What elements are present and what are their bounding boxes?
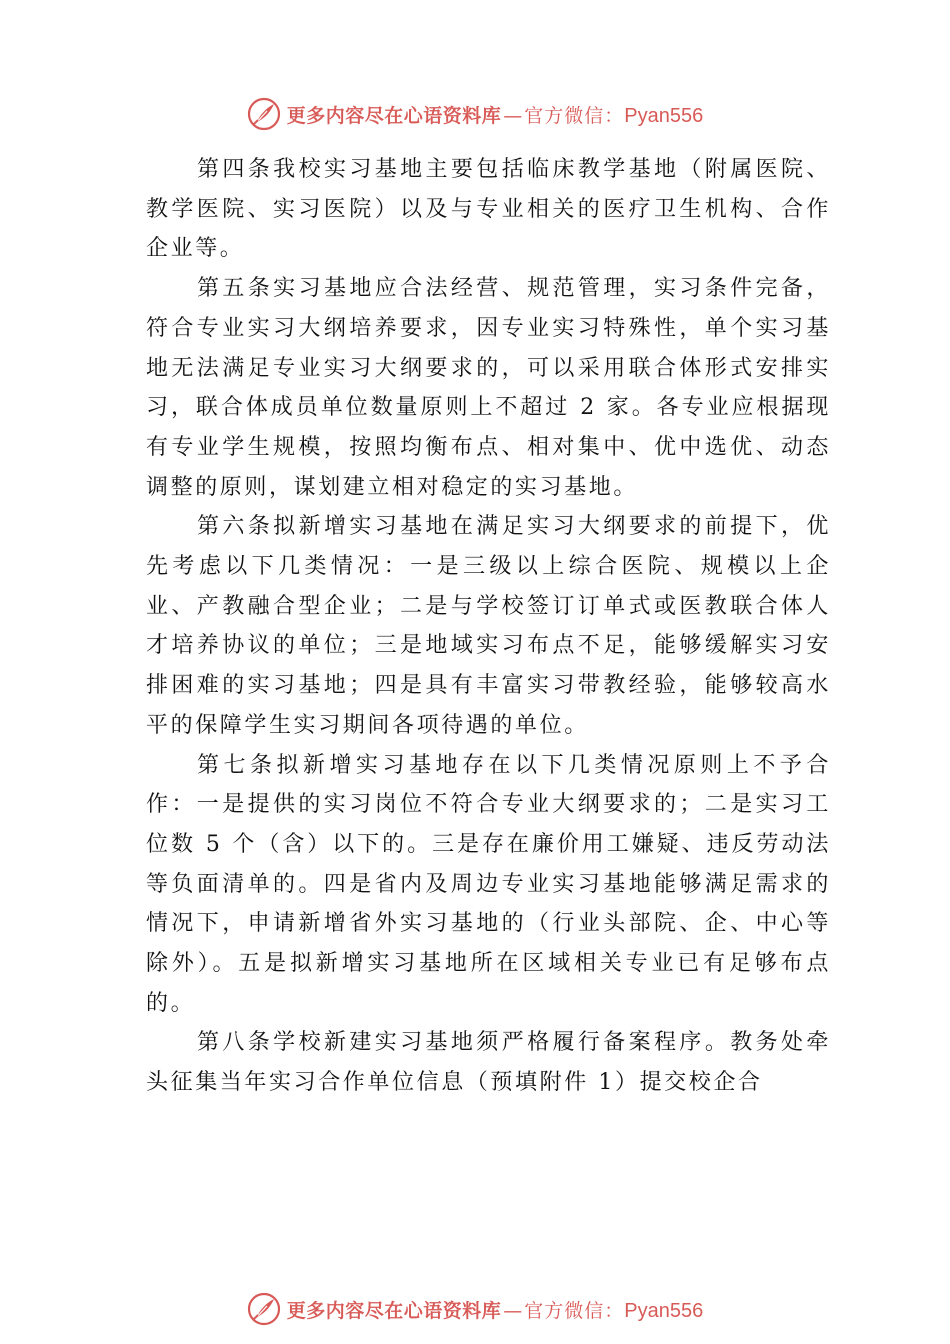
banner-slogan: 更多内容尽在心语资料库	[286, 104, 502, 127]
banner-content	[247, 97, 704, 131]
banner-wechat-label: 官方微信：	[524, 1299, 625, 1322]
banner-dash: —	[503, 104, 523, 127]
footer-banner	[0, 1289, 950, 1329]
paragraph-article-4: 第四条我校实习基地主要包括临床教学基地（附属医院、教学医院、实习医院）以及与专业相关的医疗卫生机构、合作企业等。	[146, 157, 831, 262]
banner-wechat-id: Pyan556	[624, 1299, 704, 1322]
paragraph-article-8: 第八条学校新建实习基地须严格履行备案程序。教务处牵头征集当年实习合作单位信息（预填附件 1）提交校企合	[146, 1030, 831, 1096]
feather-pen-logo-icon	[247, 1292, 281, 1326]
paragraph-article-7: 第七条拟新增实习基地存在以下几类情况原则上不予合作：一是提供的实习岗位不符合专业大纲要求的；二是实习工位数 5 个（含）以下的。三是存在廉价用工嫌疑、违反劳动法等负面清单的。四是省内及周边专业实习基地能够满足需求的情况下，申请新增省外实习基地的（行业头部院、企、中心等除外）。五是拟新增实习基地所在区域相关专业已有足够布点的。	[146, 752, 831, 1016]
header-banner	[0, 94, 950, 134]
banner-text	[287, 101, 704, 128]
banner-text	[287, 1296, 704, 1323]
banner-wechat-label: 官方微信：	[524, 104, 625, 127]
document-body	[146, 150, 831, 1103]
paragraph-article-6: 第六条拟新增实习基地在满足实习大纲要求的前提下，优先考虑以下几类情况：一是三级以上综合医院、规模以上企业、产教融合型企业；二是与学校签订订单式或医教联合体人才培养协议的单位；三是地域实习布点不足，能够缓解实习安排困难的实习基地；四是具有丰富实习带教经验，能够较高水平的保障学生实习期间各项待遇的单位。	[146, 514, 831, 738]
banner-dash: —	[503, 1299, 523, 1322]
banner-content	[247, 1292, 704, 1326]
paragraph-article-5: 第五条实习基地应合法经营、规范管理，实习条件完备，符合专业实习大纲培养要求，因专业实习特殊性，单个实习基地无法满足专业实习大纲要求的，可以采用联合体形式安排实习，联合体成员单位数量原则上不超过 2 家。各专业应根据现有专业学生规模，按照均衡布点、相对集中、优中选优、动态调整的原则，谋划建立相对稳定的实习基地。	[146, 276, 831, 500]
banner-wechat-id: Pyan556	[624, 104, 704, 127]
feather-pen-logo-icon	[247, 97, 281, 131]
banner-slogan: 更多内容尽在心语资料库	[286, 1299, 502, 1322]
